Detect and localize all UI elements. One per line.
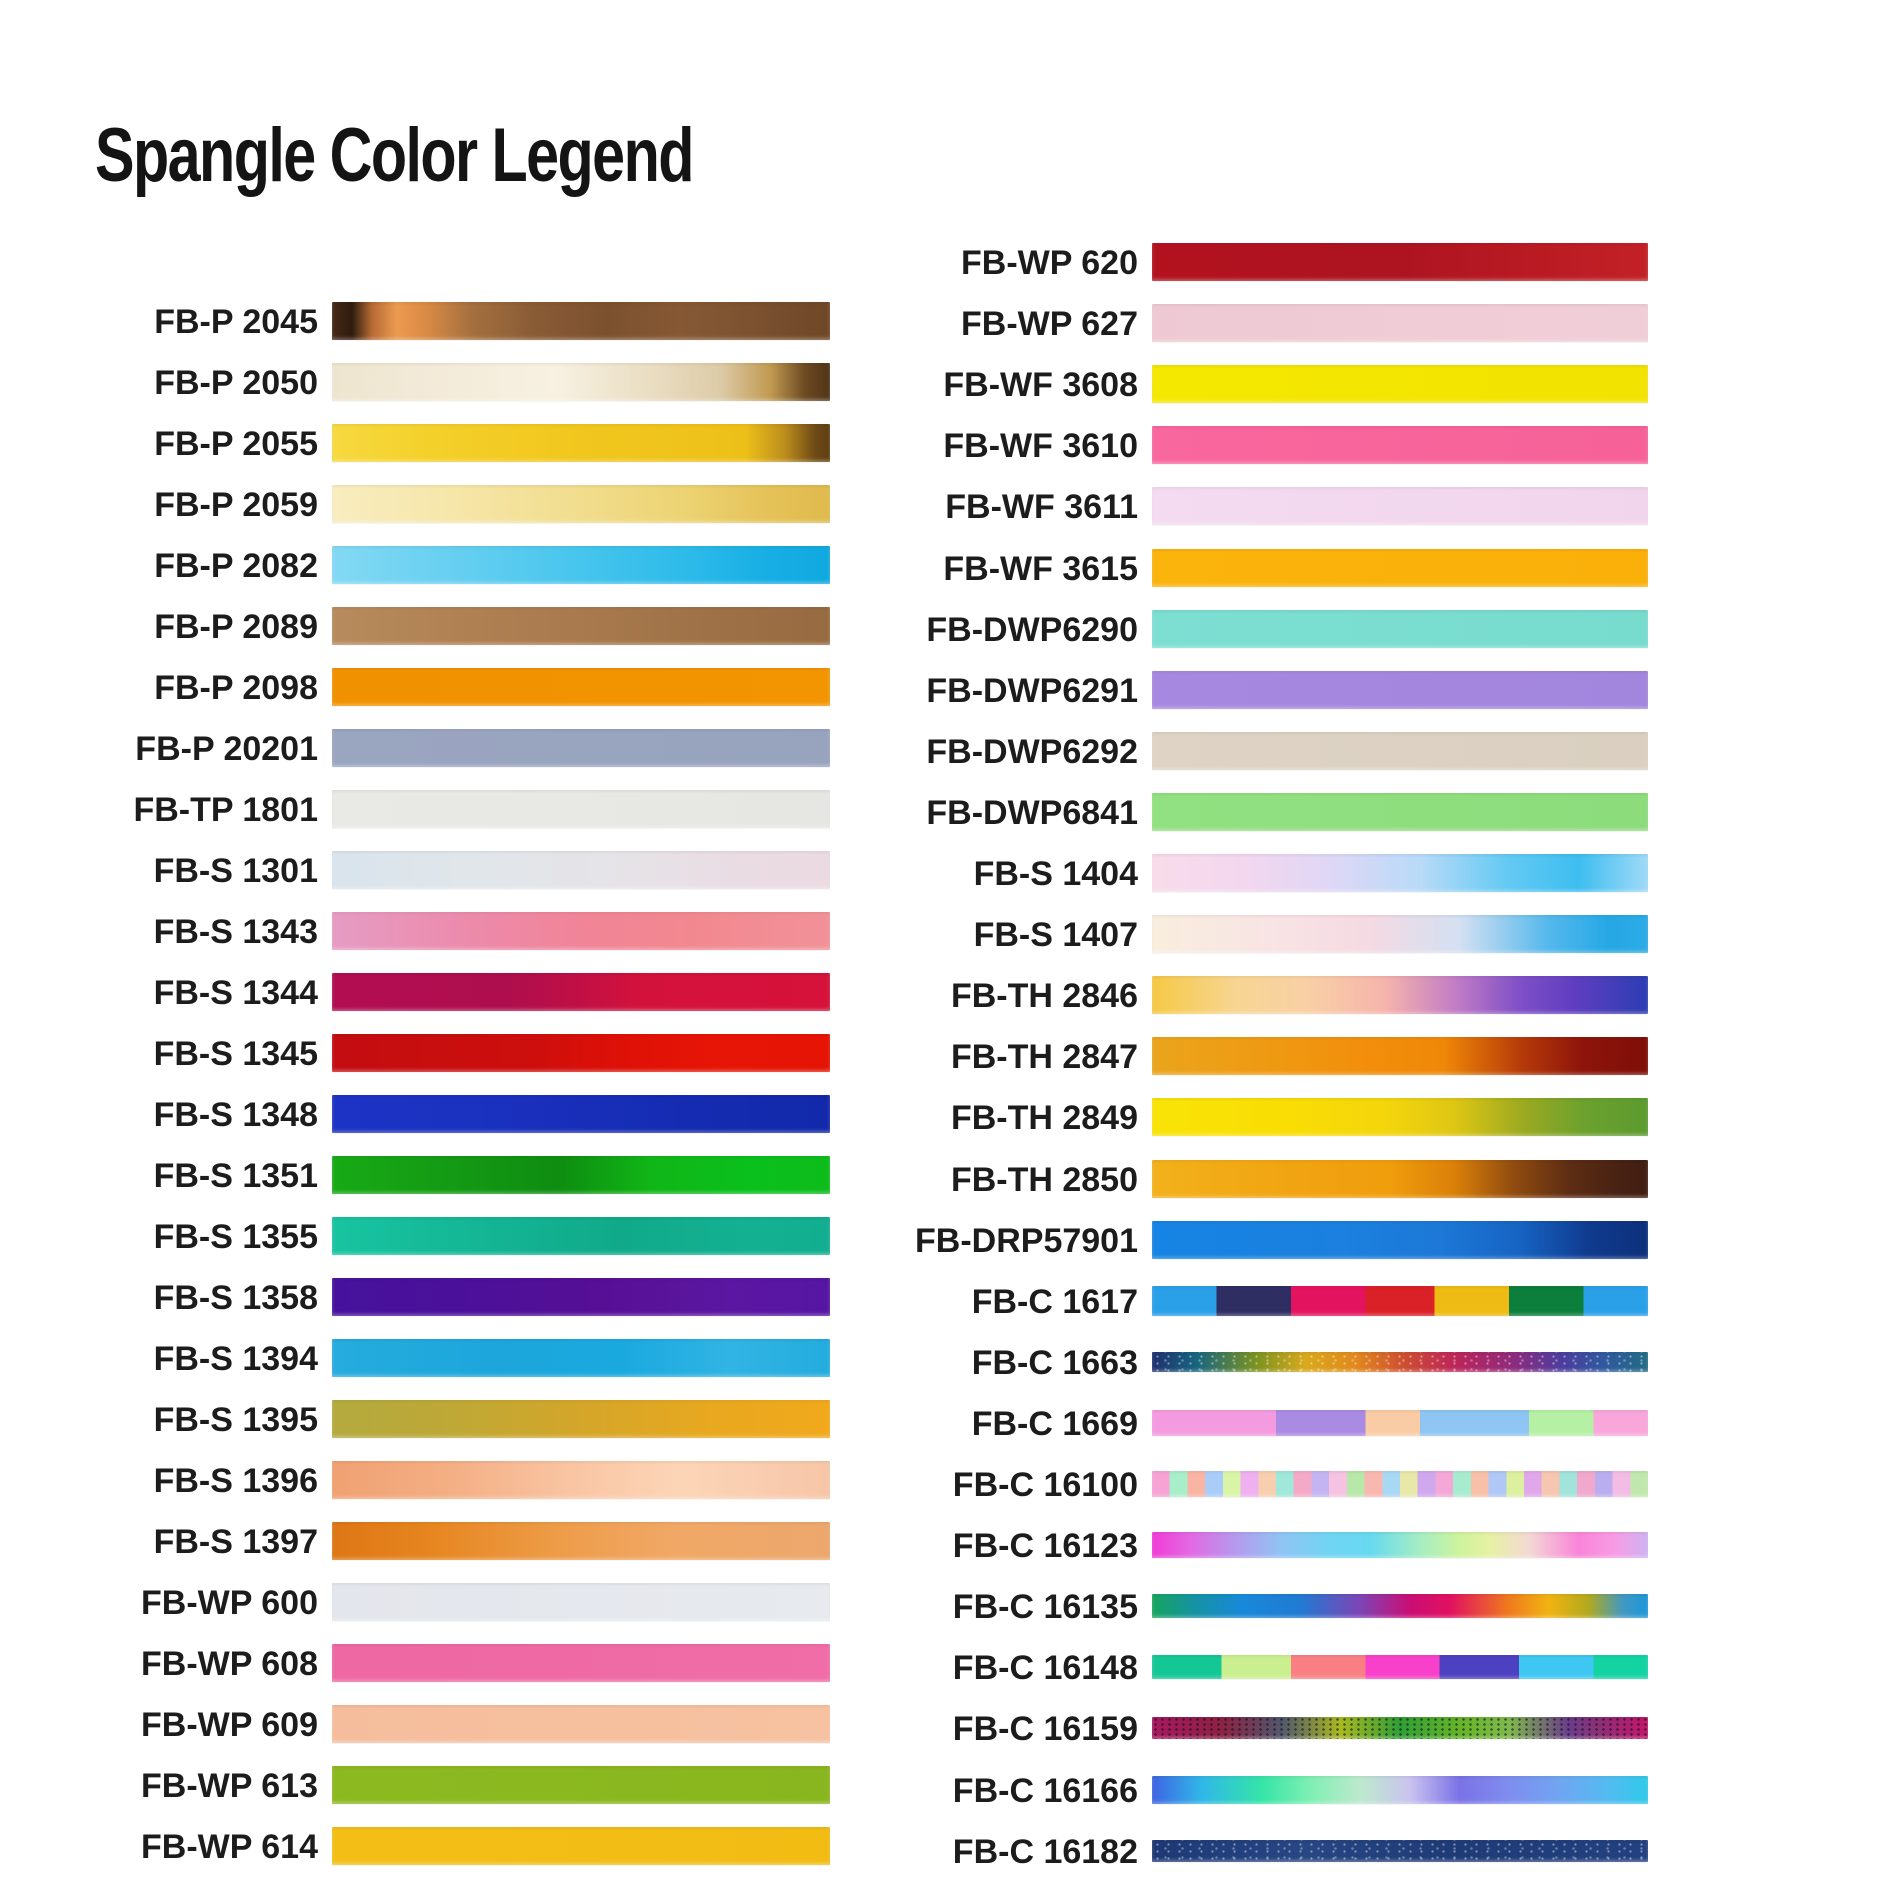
color-swatch	[1152, 1098, 1648, 1136]
legend-row	[0, 1832, 1900, 1870]
spangle-code-label: FB-C 16159	[952, 1710, 1138, 1748]
color-swatch	[1152, 1221, 1648, 1259]
legend-row	[0, 1098, 1900, 1136]
legend-row	[0, 610, 1900, 648]
color-swatch	[1152, 671, 1648, 709]
spangle-code-label: FB-WP 613	[141, 1767, 318, 1805]
spangle-code-label: FB-TP 1801	[133, 791, 318, 829]
color-swatch	[1152, 365, 1648, 403]
page-title: Spangle Color Legend	[95, 113, 693, 198]
color-swatch	[1152, 793, 1648, 831]
spangle-code-label: FB-S 1351	[153, 1157, 318, 1195]
legend-row	[0, 1648, 1900, 1686]
spangle-code-label: FB-C 1617	[971, 1283, 1138, 1321]
spangle-code-label: FB-C 16148	[952, 1649, 1138, 1687]
spangle-code-label: FB-WP 608	[141, 1645, 318, 1683]
spangle-code-label: FB-P 2045	[154, 303, 318, 341]
legend-row	[0, 1465, 1900, 1503]
spangle-code-label: FB-DWP6292	[926, 733, 1138, 771]
spangle-code-label: FB-S 1355	[153, 1218, 318, 1256]
legend-row	[0, 1343, 1900, 1381]
color-swatch	[1152, 1717, 1648, 1739]
legend-row	[0, 915, 1900, 953]
spangle-code-label: FB-C 16166	[952, 1772, 1138, 1810]
legend-row	[0, 671, 1900, 709]
spangle-code-label: FB-WF 3610	[943, 427, 1138, 465]
legend-row	[0, 243, 1900, 281]
legend-row	[0, 426, 1900, 464]
legend-row	[0, 793, 1900, 831]
spangle-code-label: FB-TH 2846	[950, 977, 1138, 1015]
legend-row	[0, 1037, 1900, 1075]
spangle-code-label: FB-C 16100	[952, 1466, 1138, 1504]
legend-row	[0, 1587, 1900, 1625]
legend-row	[0, 304, 1900, 342]
spangle-code-label: FB-P 2089	[154, 608, 318, 646]
legend-row	[0, 1709, 1900, 1747]
color-swatch	[1152, 1286, 1648, 1316]
spangle-code-label: FB-C 1663	[971, 1344, 1138, 1382]
legend-row	[0, 1221, 1900, 1259]
spangle-code-label: FB-WF 3608	[943, 366, 1138, 404]
color-swatch	[1152, 1410, 1648, 1436]
spangle-code-label: FB-S 1344	[153, 974, 318, 1012]
color-swatch	[1152, 610, 1648, 648]
spangle-code-label: FB-WP 620	[961, 244, 1138, 282]
spangle-code-label: FB-P 2055	[154, 425, 318, 463]
spangle-code-label: FB-C 16135	[952, 1588, 1138, 1626]
color-swatch	[1152, 854, 1648, 892]
spangle-code-label: FB-C 16182	[952, 1833, 1138, 1871]
spangle-code-label: FB-P 2082	[154, 547, 318, 585]
spangle-code-label: FB-C 16123	[952, 1527, 1138, 1565]
spangle-code-label: FB-WF 3611	[945, 488, 1138, 526]
spangle-code-label: FB-S 1348	[153, 1096, 318, 1134]
color-swatch	[1152, 487, 1648, 525]
legend-row	[0, 1160, 1900, 1198]
spangle-code-label: FB-WP 600	[141, 1584, 318, 1622]
spangle-code-label: FB-DRP57901	[915, 1222, 1138, 1260]
spangle-code-label: FB-WF 3615	[943, 550, 1138, 588]
color-swatch	[1152, 1160, 1648, 1198]
color-swatch	[1152, 1655, 1648, 1679]
color-swatch	[1152, 243, 1648, 281]
color-swatch	[1152, 1532, 1648, 1558]
legend-row	[0, 1526, 1900, 1564]
spangle-code-label: FB-S 1358	[153, 1279, 318, 1317]
color-swatch	[1152, 1471, 1648, 1497]
spangle-code-label: FB-S 1407	[973, 916, 1138, 954]
spangle-code-label: FB-P 2098	[154, 669, 318, 707]
legend-row	[0, 487, 1900, 525]
legend-row	[0, 854, 1900, 892]
legend-row	[0, 1771, 1900, 1809]
spangle-code-label: FB-S 1394	[153, 1340, 318, 1378]
color-swatch	[1152, 549, 1648, 587]
color-swatch	[1152, 1594, 1648, 1618]
spangle-code-label: FB-C 1669	[971, 1405, 1138, 1443]
legend-row	[0, 1282, 1900, 1320]
spangle-code-label: FB-S 1397	[153, 1523, 318, 1561]
legend-row	[0, 976, 1900, 1014]
spangle-code-label: FB-DWP6290	[926, 611, 1138, 649]
spangle-code-label: FB-S 1395	[153, 1401, 318, 1439]
legend-row	[0, 365, 1900, 403]
legend-row	[0, 732, 1900, 770]
legend-row	[0, 549, 1900, 587]
color-swatch	[1152, 1352, 1648, 1372]
color-swatch	[1152, 1840, 1648, 1862]
spangle-code-label: FB-DWP6291	[926, 672, 1138, 710]
color-swatch	[1152, 976, 1648, 1014]
spangle-code-label: FB-WP 627	[961, 305, 1138, 343]
spangle-code-label: FB-P 2059	[154, 486, 318, 524]
spangle-code-label: FB-WP 614	[141, 1828, 318, 1866]
color-swatch	[1152, 1037, 1648, 1075]
spangle-code-label: FB-TH 2847	[950, 1038, 1138, 1076]
spangle-code-label: FB-S 1343	[153, 913, 318, 951]
color-swatch	[1152, 915, 1648, 953]
spangle-code-label: FB-P 20201	[135, 730, 318, 768]
spangle-code-label: FB-S 1404	[973, 855, 1138, 893]
spangle-code-label: FB-TH 2849	[950, 1099, 1138, 1137]
spangle-code-label: FB-S 1301	[153, 852, 318, 890]
color-swatch	[1152, 426, 1648, 464]
legend-row	[0, 1404, 1900, 1442]
spangle-code-label: FB-TH 2850	[950, 1161, 1138, 1199]
spangle-code-label: FB-WP 609	[141, 1706, 318, 1744]
color-swatch	[1152, 304, 1648, 342]
spangle-code-label: FB-P 2050	[154, 364, 318, 402]
spangle-code-label: FB-S 1396	[153, 1462, 318, 1500]
color-swatch	[1152, 732, 1648, 770]
color-swatch	[1152, 1776, 1648, 1804]
spangle-code-label: FB-DWP6841	[926, 794, 1138, 832]
spangle-code-label: FB-S 1345	[153, 1035, 318, 1073]
